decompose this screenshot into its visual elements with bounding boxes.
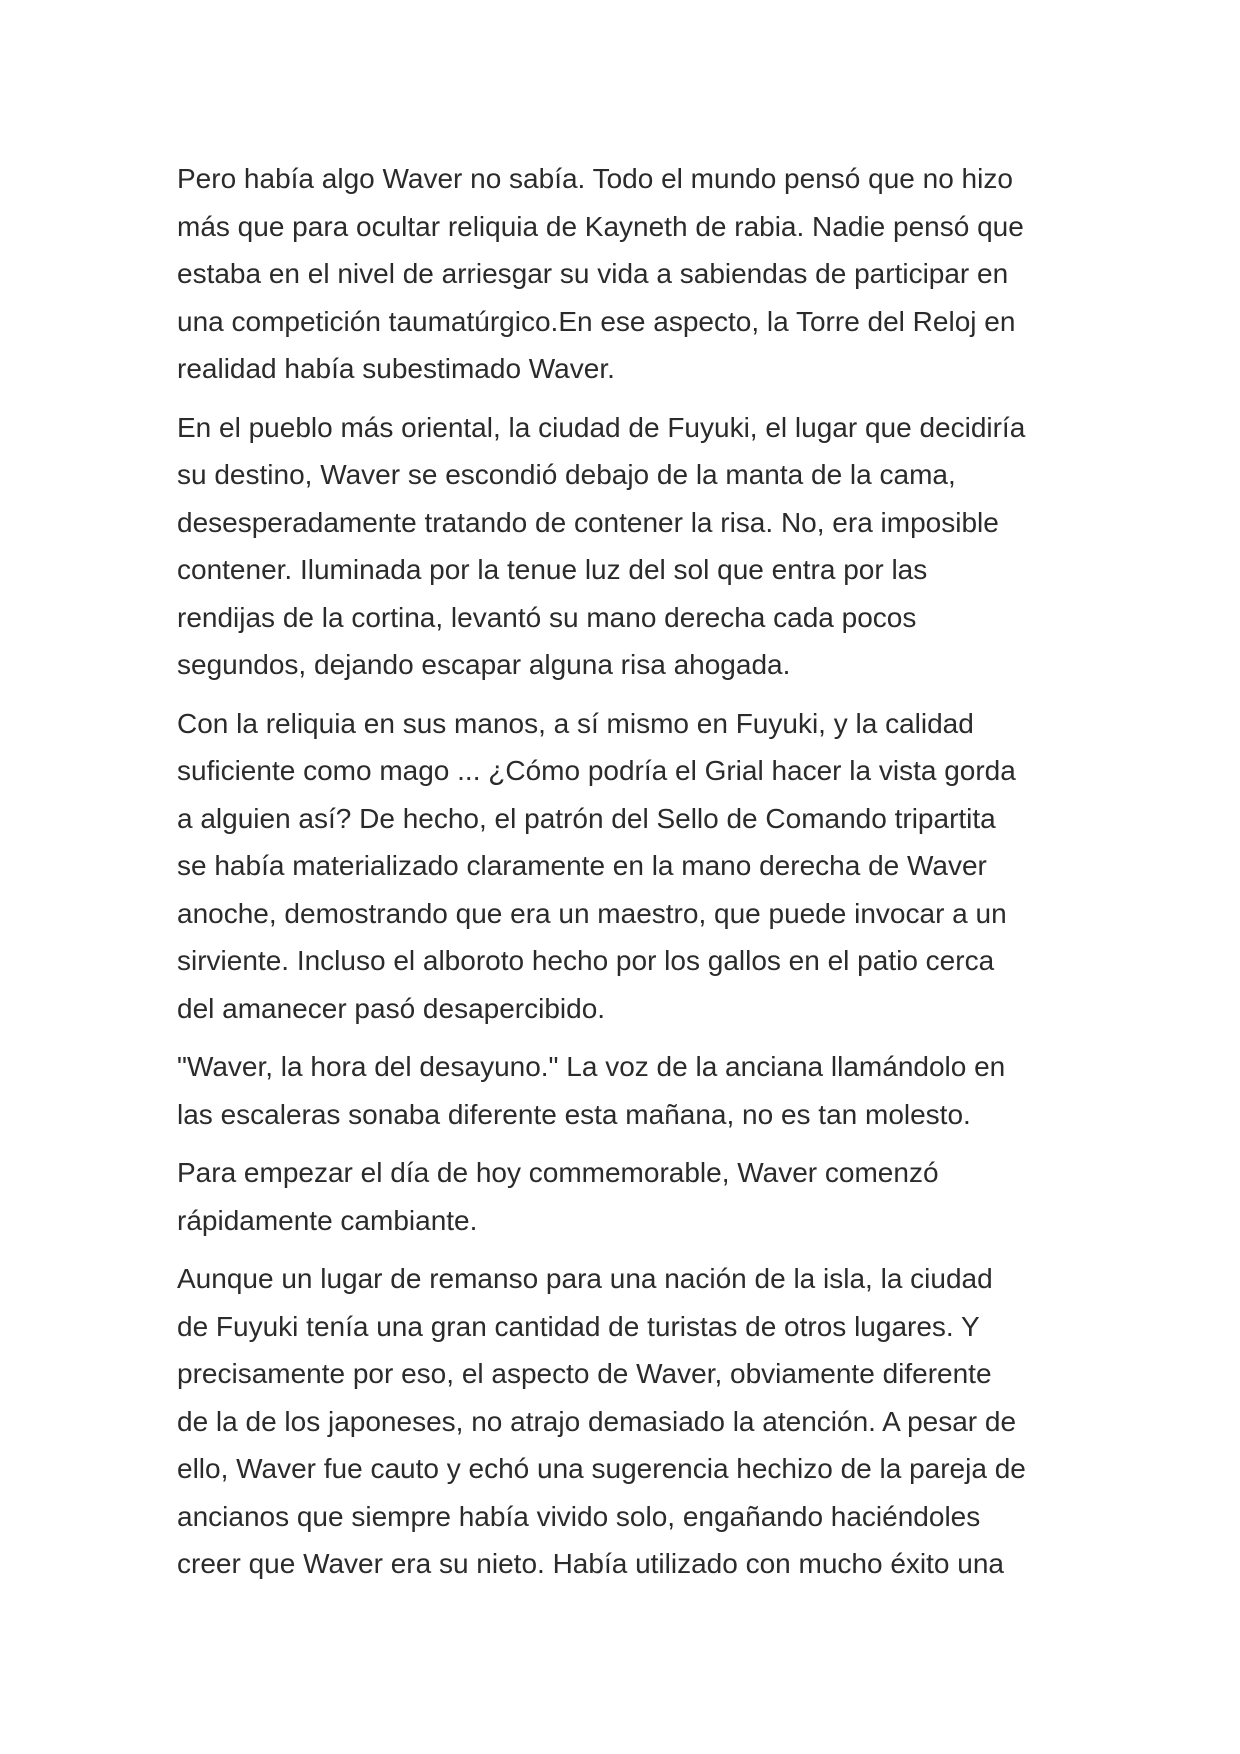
text-line: su destino, Waver se escondió debajo de la manta de la cama, (177, 459, 956, 490)
text-line: En el pueblo más oriental, la ciudad de Fuyuki, el lugar que decidiría (177, 411, 1026, 443)
text-line: estaba en el nivel de arriesgar su vida a sabiendas de participar en (177, 258, 1009, 289)
text-line: anoche, demostrando que era un maestro, que puede invocar a un (177, 897, 1007, 929)
text-line: contener. Iluminada por la tenue luz del sol que entra por las (177, 554, 928, 585)
text-line: a alguien así? De hecho, el patrón del Sello de Comando tripartita (177, 802, 996, 834)
text-line: más que para ocultar reliquia de Kayneth de rabia. Nadie pensó que (177, 210, 1024, 242)
text-line: creer que Waver era su nieto. Había utilizado con mucho éxito una (177, 1548, 1004, 1579)
text-line: rendijas de la cortina, levantó su mano derecha cada pocos (177, 601, 917, 633)
paragraph (177, 1043, 1067, 1138)
paragraph (177, 700, 1067, 1033)
text-line: suficiente como mago ... ¿Cómo podría el Grial hacer la vista gorda (177, 755, 1016, 786)
text-line: sirviente. Incluso el alboroto hecho por los gallos en el patio cerca (177, 945, 995, 976)
text-line: "Waver, la hora del desayuno." La voz de la anciana llamándolo en (177, 1051, 1006, 1082)
text-line: de Fuyuki tenía una gran cantidad de turistas de otros lugares. Y (177, 1310, 980, 1342)
text-line: Aunque un lugar de remanso para una nación de la isla, la ciudad (177, 1263, 993, 1294)
text-line: se había materializado claramente en la mano derecha de Waver (177, 850, 987, 881)
text-line: una competición taumatúrgico.En ese aspecto, la Torre del Reloj en (177, 305, 1016, 337)
text-line: de la de los japoneses, no atrajo demasiado la atención. A pesar de (177, 1405, 1017, 1437)
paragraph (177, 1255, 1067, 1588)
text-line: segundos, dejando escapar alguna risa ahogada. (177, 649, 791, 680)
text-line: desesperadamente tratando de contener la risa. No, era imposible (177, 506, 999, 538)
text-line: Pero había algo Waver no sabía. Todo el mundo pensó que no hizo (177, 163, 1013, 194)
text-line: las escaleras sonaba diferente esta mañana, no es tan molesto. (177, 1098, 971, 1130)
text-line: rápidamente cambiante. (177, 1204, 478, 1236)
text-line: del amanecer pasó desapercibido. (177, 992, 606, 1024)
text-line: Con la reliquia en sus manos, a sí mismo en Fuyuki, y la calidad (177, 707, 974, 739)
paragraph (177, 1149, 1067, 1244)
text-line: ancianos que siempre había vivido solo, engañando haciéndoles (177, 1500, 981, 1532)
paragraph (177, 155, 1067, 393)
text-line: precisamente por eso, el aspecto de Waver, obviamente diferente (177, 1358, 992, 1389)
text-line: ello, Waver fue cauto y echó una sugerencia hechizo de la pareja de (177, 1453, 1026, 1484)
paragraph (177, 404, 1067, 689)
body-text (177, 155, 1067, 1599)
text-line: Para empezar el día de hoy commemorable, Waver comenzó (177, 1157, 939, 1188)
text-line: realidad había subestimado Waver. (177, 353, 615, 384)
